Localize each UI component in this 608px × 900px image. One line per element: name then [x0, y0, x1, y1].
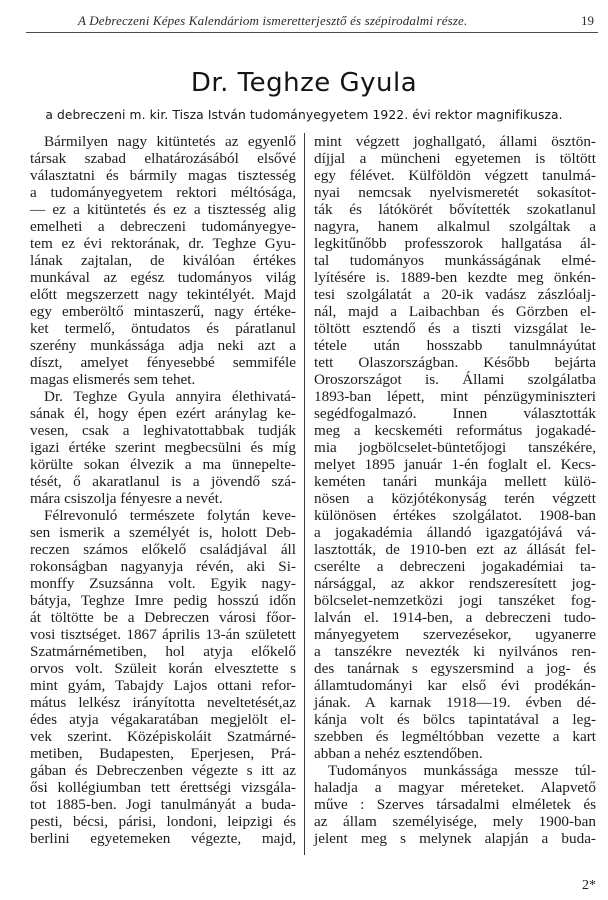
text-line: mint végzett joghallgató, állami ösztön-	[314, 133, 596, 150]
text-line: jának. A karnak 1918—19. évben dé-	[314, 694, 596, 711]
left-column	[30, 133, 296, 847]
text-line: szebben és legméltóbban vezette a kart	[314, 728, 596, 745]
text-line: sen ismerik a személyét is, holott Deb-	[30, 524, 296, 541]
text-line: töltött esztendő és a tiszti vizsgálat le-	[314, 320, 596, 337]
text-line: Bármilyen nagy kitüntetés az egyenlő	[44, 133, 296, 150]
text-line: nál, majd a Laibachban és Görzben el-	[314, 303, 596, 320]
text-line: tétele után hosszabb tanulmnáyútat	[314, 337, 596, 354]
text-line: reczen számos előkelő családjával áll	[30, 541, 296, 558]
text-line: egy félévet. Külföldön végzett tanulmá-	[314, 167, 596, 184]
text-line: cserélte a debreczeni jogakadémiai ta-	[314, 558, 596, 575]
text-line: — ez a kitüntetés és ez a tisztesség alig	[30, 201, 296, 218]
text-line: segédfogalmazó. Innen választották	[314, 405, 596, 422]
text-line: bátyja, Teghze Imre pedig hosszú időn	[30, 592, 296, 609]
text-line: ket termelő, öntudatos és páratlanul	[30, 320, 296, 337]
text-line: nyai nemcsak nyelvismeretét sokasítot-	[314, 184, 596, 201]
text-line: mint gyám, Tabajdy Lajos ottani refor-	[30, 677, 296, 694]
text-line: műve : Szerves társadalmi elméletek és	[314, 796, 596, 813]
text-line: nagyra, hanem alkalmul szolgáltak a	[314, 218, 596, 235]
text-line: mányegyetem szervezésekor, ugyanerre	[314, 626, 596, 643]
page-number: 19	[581, 13, 594, 28]
text-line: kánja volt és bölcs tapintatával a leg-	[314, 711, 596, 728]
text-line: Oroszországot is. Állami szolgálatba	[314, 371, 596, 388]
text-line: körülte sokan élvezik a ma ünnepelte-	[30, 456, 296, 473]
text-line: lalván el. 1914-ben, a debreczeni tudo-	[314, 609, 596, 626]
text-line: des tanárnak s egyszersmind a jog- és	[314, 660, 596, 677]
article-title: Dr. Teghze Gyula	[190, 68, 418, 98]
text-line: különösen értékes szolgálatot. 1908-ban	[314, 507, 596, 524]
text-line: Félrevonuló természete folytán keve-	[44, 507, 296, 524]
text-line: metiben, Budapesten, Eperjesen, Prá-	[30, 745, 296, 762]
right-column	[314, 133, 596, 847]
signature-mark: 2*	[582, 878, 596, 893]
text-line: választatni és bármily magas tisztesség	[30, 167, 296, 184]
text-line: nársággal, az akkor rendszeresített jog-	[314, 575, 596, 592]
text-line: szerény munkássága adja neki azt a	[30, 337, 296, 354]
text-line: lyítésére is. 1889-ben kezdte meg önkén-	[314, 269, 596, 286]
column-divider	[304, 133, 305, 855]
text-line: haladja a magyar méreteket. Alapvető	[314, 779, 596, 796]
text-line: monffy Zsuzsánna volt. Egyik nagy-	[30, 575, 296, 592]
text-line: a tanszékre nevezték ki nyilvános ren-	[314, 643, 596, 660]
text-line: lának zajtalan, de kiválóan értékes	[30, 252, 296, 269]
text-line: meg a kecskeméti református jogakadé-	[314, 422, 596, 439]
text-line: díjjal a müncheni egyetemen is töltött	[314, 150, 596, 167]
text-line: igazi értéke szerint megbecsülni és míg	[30, 439, 296, 456]
text-line: vesen, csak a leghivatottabbak tudják	[30, 422, 296, 439]
text-line: tett Olaszországban. Később bejárta	[314, 354, 596, 371]
text-line: társak szabad elhatározásából elsővé	[30, 150, 296, 167]
text-line: a jogakadémia állandó igazgatójává vá-	[314, 524, 596, 541]
text-line: nösen a közjótékonyság terén végzett	[314, 490, 596, 507]
text-line: legkitűnőbb professzorok hallgatása ál-	[314, 235, 596, 252]
text-line: munkával az egész tudományos világ	[30, 269, 296, 286]
text-line: berlini egyetemeken végezte, majd,	[30, 830, 296, 847]
text-line: mátus lelkész irányította neveltetését,az	[30, 694, 296, 711]
text-line: rokonságban nagyanyja révén, aki Si-	[30, 558, 296, 575]
text-line: díszt, amelyet fényesebbé semmiféle	[30, 354, 296, 371]
text-line: mia jogbölcselet-büntetőjogi tanszékére,	[314, 439, 596, 456]
text-line: ősi kollégiumban tett érettségi vizsgála-	[30, 779, 296, 796]
text-line: gában és Debreczenben végezte s itt az	[30, 762, 296, 779]
text-line: bölcselet-nemzetközi jogi tanszéket fog-	[314, 592, 596, 609]
text-line: tal tudományos munkásságának elmé-	[314, 252, 596, 269]
text-line: édes atyja végakaratában megjelölt el-	[30, 711, 296, 728]
text-line: sának él, hogy épen ezért aránylag ke-	[30, 405, 296, 422]
text-line: melyet 1895 január 1-én foglalt el. Kecs-	[314, 456, 596, 473]
text-line: lasztották, de 1910-ben ezt az állását fel-	[314, 541, 596, 558]
text-line: Tudományos munkássága messze túl-	[328, 762, 596, 779]
text-line: az állam személyisége, mely 1900-ban	[314, 813, 596, 830]
text-line: át töltötte be a Debreczen városi főor-	[30, 609, 296, 626]
text-line: vosi tisztséget. 1867 április 13-án született	[30, 626, 296, 643]
text-line: magas elismerés sem tehet.	[30, 371, 196, 388]
text-line: államtudományi kar első évi prodékán-	[314, 677, 596, 694]
text-line: 1893-ban lépett, mint pénzügyminiszteri	[314, 388, 596, 405]
running-header	[26, 10, 598, 33]
text-line: keméten tanári munkája mellett külö-	[314, 473, 596, 490]
article-subtitle: a debreczeni m. kir. Tisza István tudományegyetem 1922. évi rektor magnifikusza.	[45, 108, 563, 122]
text-line: ták és látókörét bővítették szokatlanul	[314, 201, 596, 218]
text-line: mára csiszolja fényesre a nevét.	[30, 490, 223, 507]
text-line: tot 1885-ben. Jogi tanulmányát a buda-	[30, 796, 296, 813]
text-line: Szatmárnémetiben, hol atyja előkelő	[30, 643, 296, 660]
text-line: abban a nehéz esztendőben.	[314, 745, 483, 762]
text-line: orvos volt. Szüleit korán elvesztette s	[30, 660, 296, 677]
text-line: tését, ő akaratlanul is a jövendő szá-	[30, 473, 296, 490]
text-line: tem ez évi rektorának, dr. Teghze Gyu-	[30, 235, 296, 252]
text-line: emelheti a debreczeni tudományegye-	[30, 218, 296, 235]
text-line: előtt megszerzett nagy tekintélyét. Majd	[30, 286, 296, 303]
running-title: A Debreczeni Képes Kalendáriom ismeretterjesztő és szépirodalmi része.	[78, 13, 468, 28]
text-line: Dr. Teghze Gyula annyira élethivatá-	[44, 388, 296, 405]
text-line: vek szerint. Középiskoláit Szatmárné-	[30, 728, 296, 745]
text-line: a tudományegyetem rektori méltósága,	[30, 184, 296, 201]
text-line: tesi szolgálatát a 20-ik vadász zászlóalj-	[314, 286, 596, 303]
text-line: jelent meg s melynek alapján a buda-	[314, 830, 596, 847]
text-line: egy emberöltő mintaszerű, nagy értéke-	[30, 303, 296, 320]
text-line: pesti, bécsi, párisi, londoni, leipzigi és	[30, 813, 296, 830]
